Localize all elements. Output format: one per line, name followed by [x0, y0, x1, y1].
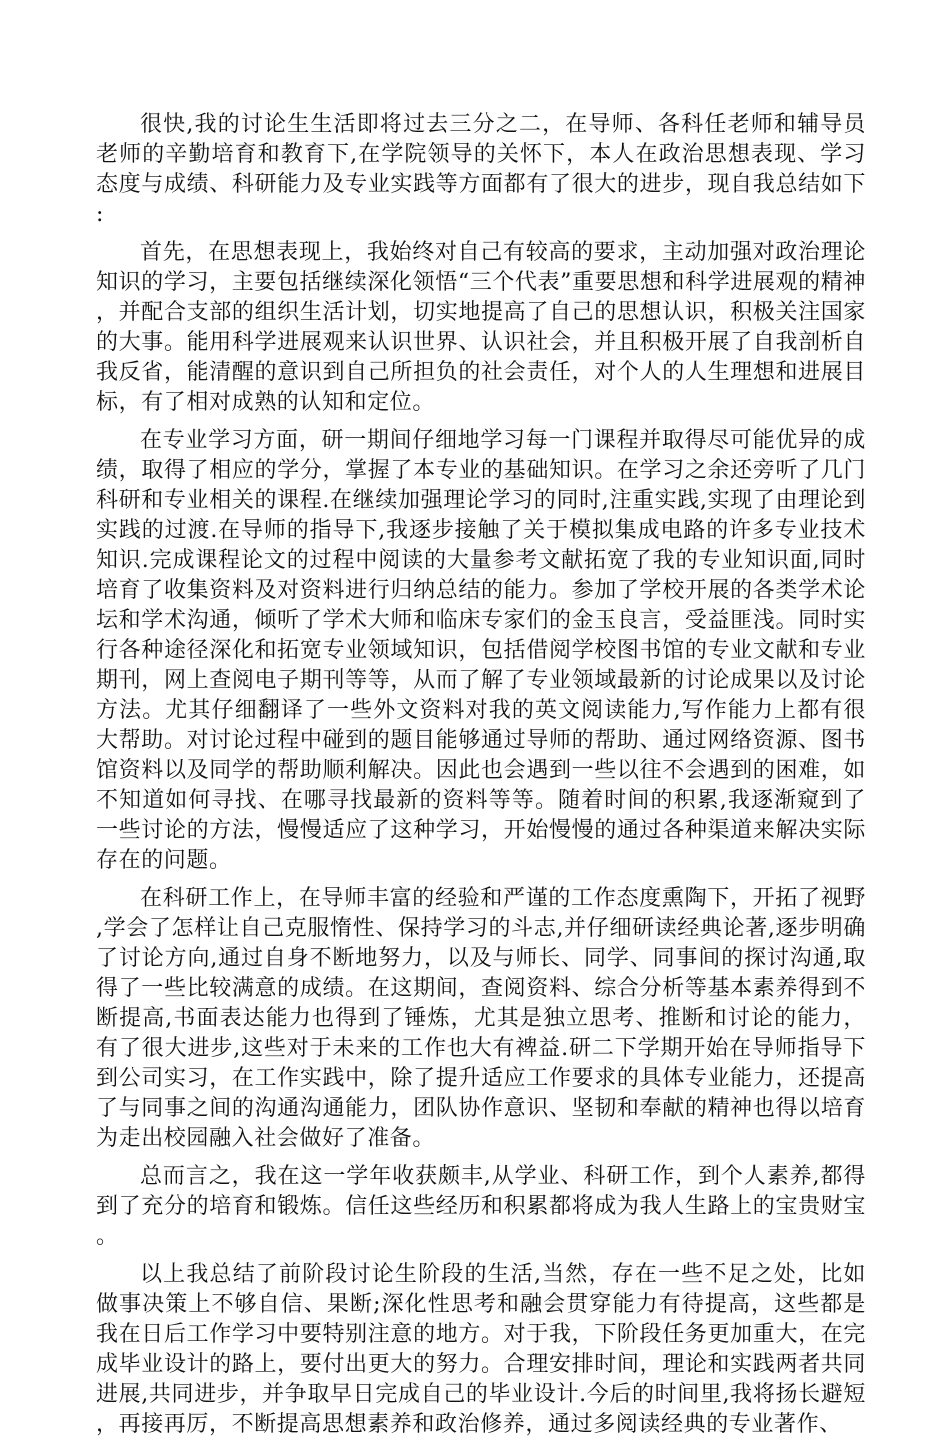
- paragraph-ideology: 首先，在思想表现上，我始终对自己有较高的要求，主动加强对政治理论知识的学习，主要包括继续深化领悟“三个代表”重要思想和科学进展观的精神，并配合支部的组织生活计划，切实地提高了自己的思想认识，积极关注国家的大事。能用科学进展观来认识世界、认识社会，并且积极开展了自我剖析自我反省，能清醒的意识到自己所担负的社会责任，对个人的人生理想和进展目标，有了相对成熟的认知和定位。: [96, 240, 866, 415]
- paragraph-summary: 总而言之，我在这一学年收获颇丰,从学业、科研工作，到个人素养,都得到了充分的培育和锻炼。信任这些经历和积累都将成为我人生路上的宝贵财宝。: [96, 1164, 866, 1249]
- paragraph-professional-study: 在专业学习方面，研一期间仔细地学习每一门课程并取得尽可能优异的成绩，取得了相应的学分，掌握了本专业的基础知识。在学习之余还旁听了几门科研和专业相关的课程.在继续加强理论学习的同时,注重实践,实现了由理论到实践的过渡.在导师的指导下,我逐步接触了关于模拟集成电路的许多专业技术知识.完成课程论文的过程中阅读的大量参考文献拓宽了我的专业知识面,同时培育了收集资料及对资料进行归纳总结的能力。参加了学校开展的各类学术论坛和学术沟通，倾听了学术大师和临床专家们的金玉良言，受益匪浅。同时实行各种途径深化和拓宽专业领域知识，包括借阅学校图书馆的专业文献和专业期刊，网上查阅电子期刊等等，从而了解了专业领域最新的讨论成果以及讨论方法。尤其仔细翻译了一些外文资料对我的英文阅读能力,写作能力上都有很大帮助。对讨论过程中碰到的题目能够通过导师的帮助、通过网络资源、图书馆资料以及同学的帮助顺利解决。因此也会遇到一些以往不会遇到的困难，如不知道如何寻找、在哪寻找最新的资料等等。随着时间的积累,我逐渐窥到了一些讨论的方法，慢慢适应了这种学习，开始慢慢的通过各种渠道来解决实际存在的问题。: [96, 428, 866, 873]
- paragraph-intro: 很快,我的讨论生生活即将过去三分之二，在导师、各科任老师和辅导员老师的辛勤培育和教育下,在学院领导的关怀下，本人在政治思想表现、学习态度与成绩、科研能力及专业实践等方面都有了很大的进步，现自我总结如下:: [96, 112, 866, 227]
- paragraph-research-work: 在科研工作上，在导师丰富的经验和严谨的工作态度熏陶下，开拓了视野,学会了怎样让自己克服惰性、保持学习的斗志,并仔细研读经典论著,逐步明确了讨论方向,通过自身不断地努力，以及与师长、同学、同事间的探讨沟通,取得了一些比较满意的成绩。在这期间，查阅资料、综合分析等基本素养得到不断提高,书面表达能力也得到了锤炼，尤其是独立思考、推断和讨论的能力，有了很大进步,这些对于未来的工作也大有裨益.研二下学期开始在导师指导下到公司实习，在工作实践中，除了提升适应工作要求的具体专业能力，还提高了与同事之间的沟通沟通能力，团队协作意识、坚韧和奉献的精神也得以培育为走出校园融入社会做好了准备。: [96, 886, 866, 1151]
- document-body: [96, 110, 866, 1448]
- paragraph-outlook: 以上我总结了前阶段讨论生阶段的生活,当然，存在一些不足之处，比如做事决策上不够自信、果断;深化性思考和融会贯穿能力有待提高，这些都是我在日后工作学习中要特别注意的地方。对于我，下阶段任务更加重大，在完成毕业设计的路上，要付出更大的努力。合理安排时间，理论和实践两者共同进展,共同进步，并争取早日完成自己的毕业设计.今后的时间里,我将扬长避短，再接再厉，不断提高思想素养和政治修养，通过多阅读经典的专业著作、: [96, 1262, 866, 1437]
